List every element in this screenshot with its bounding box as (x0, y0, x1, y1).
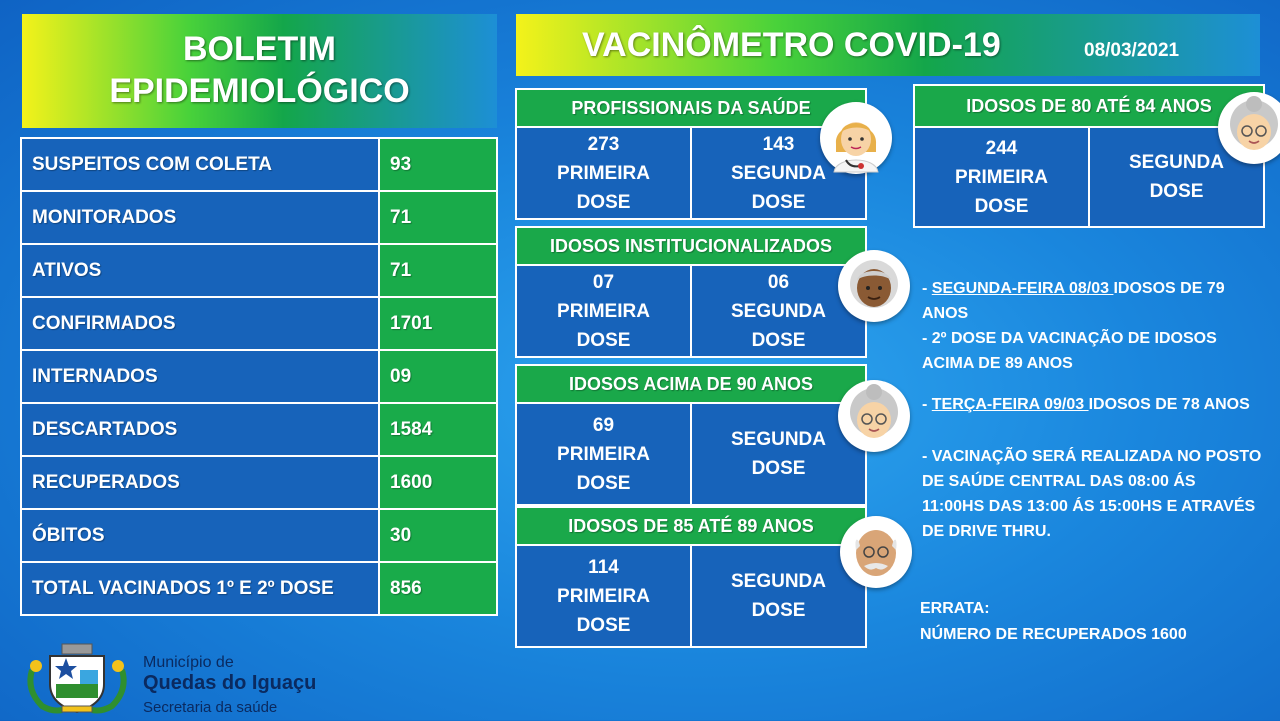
first-word: PRIMEIRA (557, 162, 650, 184)
stat-label: ATIVOS (21, 244, 379, 297)
table-row (21, 297, 497, 350)
first-word: PRIMEIRA (557, 443, 650, 465)
dose-word: DOSE (576, 329, 631, 351)
dose-word: DOSE (576, 191, 631, 213)
boletim-banner (22, 14, 497, 128)
elderly-dark-icon (838, 250, 910, 322)
grandmother-icon (1218, 92, 1280, 164)
dose-word: DOSE (1149, 181, 1204, 202)
dose-word: DOSE (751, 191, 806, 213)
first-dose-cell (913, 128, 1090, 228)
table-row (21, 509, 497, 562)
dose-word: DOSE (751, 600, 806, 621)
card-idosos-85-89 (515, 506, 867, 648)
bulletin-date: 08/03/2021 (1084, 40, 1180, 61)
stat-label: RECUPERADOS (21, 456, 379, 509)
card-profissionais-saude (515, 88, 867, 220)
table-row (21, 562, 497, 615)
stat-label: SUSPEITOS COM COLETA (21, 138, 379, 191)
dose-word: DOSE (751, 458, 806, 479)
dose-word: DOSE (576, 614, 631, 636)
first-dose-count: 244 (985, 137, 1018, 159)
dose-word: DOSE (974, 195, 1029, 217)
errata-label: ERRATA: (920, 600, 990, 617)
second-dose-count: 06 (767, 271, 790, 293)
first-word: PRIMEIRA (955, 166, 1048, 188)
epidemiological-table (20, 137, 498, 616)
first-dose-cell (515, 404, 692, 506)
stat-value: 1701 (379, 297, 497, 350)
vaccination-notes (922, 276, 1262, 544)
first-dose-count: 69 (592, 414, 615, 436)
stat-value: 71 (379, 244, 497, 297)
card-idosos-80-84 (913, 84, 1265, 228)
first-dose-cell (515, 128, 692, 220)
table-row (21, 244, 497, 297)
first-word: PRIMEIRA (557, 300, 650, 322)
first-dose-count: 07 (592, 271, 615, 293)
second-dose-count: 143 (762, 133, 795, 155)
vacinometro-banner (516, 14, 1260, 76)
municipality-coat-of-arms-icon (22, 640, 132, 716)
card-idosos-institucionalizados (515, 226, 867, 358)
stat-label: MONITORADOS (21, 191, 379, 244)
municipality-name (143, 654, 316, 718)
table-row (21, 350, 497, 403)
municipio-label: Município de (143, 654, 234, 671)
card-title: IDOSOS ACIMA DE 90 ANOS (515, 364, 867, 404)
errata-text: NÚMERO DE RECUPERADOS 1600 (920, 626, 1187, 643)
card-title: IDOSOS INSTITUCIONALIZADOS (515, 226, 867, 266)
vacinometro-title: VACINÔMETRO COVID-19 (582, 26, 1001, 64)
boletim-title-line2: EPIDEMIOLÓGICO (109, 72, 410, 110)
table-row (21, 403, 497, 456)
stat-label: ÓBITOS (21, 509, 379, 562)
table-row (21, 138, 497, 191)
card-idosos-acima-90 (515, 364, 867, 506)
first-word: PRIMEIRA (557, 585, 650, 607)
dose-word: DOSE (751, 329, 806, 351)
grandfather-icon (840, 516, 912, 588)
second-word: SEGUNDA (730, 300, 826, 322)
stat-value: 93 (379, 138, 497, 191)
stat-label: INTERNADOS (21, 350, 379, 403)
stat-value: 09 (379, 350, 497, 403)
card-title: IDOSOS DE 85 ATÉ 89 ANOS (515, 506, 867, 546)
first-dose-cell (515, 546, 692, 648)
health-worker-icon (820, 102, 892, 174)
note-monday-date: SEGUNDA-FEIRA 08/03 (931, 280, 1114, 297)
second-word: SEGUNDA (730, 429, 826, 450)
dose-word: DOSE (576, 472, 631, 494)
stat-value: 71 (379, 191, 497, 244)
secretaria-label: Secretaria da saúde (143, 699, 278, 716)
table-row (21, 456, 497, 509)
stat-label: DESCARTADOS (21, 403, 379, 456)
first-dose-cell (515, 266, 692, 358)
note-tuesday-text: IDOSOS DE 78 ANOS (1088, 396, 1250, 413)
stat-label: TOTAL VACINADOS 1º E 2º DOSE (21, 562, 379, 615)
stat-label: CONFIRMADOS (21, 297, 379, 350)
note-monday-text: IDOSOS DE 79 ANOS (922, 280, 1225, 322)
stat-value: 30 (379, 509, 497, 562)
second-word: SEGUNDA (730, 162, 826, 184)
note-tuesday-date: TERÇA-FEIRA 09/03 (931, 396, 1089, 413)
first-dose-count: 114 (588, 556, 619, 578)
note-monday: - SEGUNDA-FEIRA 08/03 IDOSOS DE 79 ANOS (922, 280, 1225, 322)
grandmother-icon (838, 380, 910, 452)
second-word: SEGUNDA (730, 571, 826, 592)
card-title: PROFISSIONAIS DA SAÚDE (515, 88, 867, 128)
second-word: SEGUNDA (1128, 152, 1224, 173)
card-title: IDOSOS DE 80 ATÉ 84 ANOS (913, 84, 1265, 128)
errata (920, 596, 1187, 648)
note-tuesday: - TERÇA-FEIRA 09/03 IDOSOS DE 78 ANOS (922, 396, 1250, 413)
first-dose-count: 273 (587, 133, 620, 155)
stat-value: 1600 (379, 456, 497, 509)
stat-value: 856 (379, 562, 497, 615)
note-second-dose: - 2º DOSE DA VACINAÇÃO DE IDOSOS ACIMA DE 89 ANOS (922, 330, 1217, 372)
boletim-title-line1: BOLETIM (183, 30, 336, 68)
city-name: Quedas do Iguaçu (143, 672, 317, 694)
table-row (21, 191, 497, 244)
stat-value: 1584 (379, 403, 497, 456)
note-location: - VACINAÇÃO SERÁ REALIZADA NO POSTO DE SAÚDE CENTRAL DAS 08:00 ÁS 11:00HS DAS 13:00 ÁS 15:00HS E ATRAVÉS DE DRIVE THRU. (922, 448, 1262, 540)
